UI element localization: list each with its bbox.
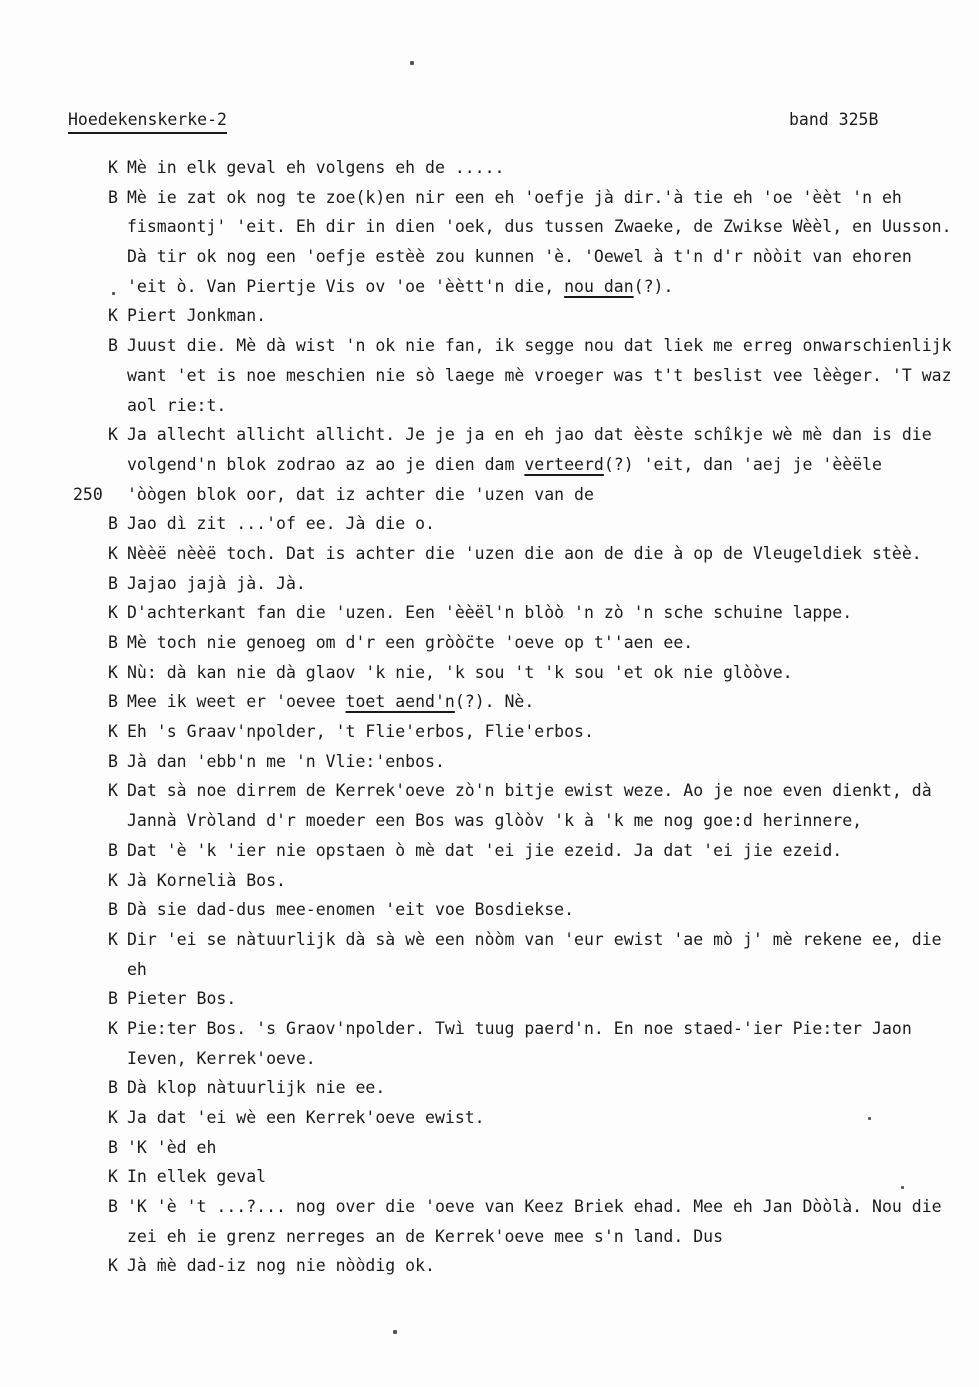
line-text: 'òògen blok oor, dat iz achter die 'uzen van de [127, 484, 594, 504]
line-text: zei eh ie grenz nerreges an de Kerrek'oeve mee s'n land. Dus [127, 1226, 724, 1246]
transcript-line [0, 391, 979, 421]
line-text: Dir 'ei se nàtuurlijk dà sà wè een nòòm van 'eur ewist 'ae mò j' mè rekene ee, die [127, 929, 942, 949]
transcript-line [0, 569, 979, 599]
transcript-line [0, 925, 979, 955]
speaker-letter: K [108, 603, 118, 623]
speaker-letter: K [108, 781, 118, 801]
transcript-line [0, 1073, 979, 1103]
speaker-letter: K [108, 870, 118, 890]
transcript-line [0, 1192, 979, 1222]
scan-speck [393, 1330, 397, 1334]
speaker-letter: K [108, 1108, 118, 1127]
line-text: Dat 'è 'k 'ier nie opstaen ò mè dat 'ei jie ezeid. Ja dat 'ei jie ezeid. [127, 840, 843, 860]
line-text: Jajao jajà jà. Jà. [127, 573, 306, 593]
band-label: band 325B [789, 110, 879, 129]
speaker-letter: K [108, 425, 118, 445]
line-text: Ja dat 'ei wè een Kerrek'oeve ewist. [127, 1108, 485, 1127]
line-text: Jà ṁè dad-iz nog nie nòòdig ok. [127, 1256, 435, 1276]
transcript-line [0, 183, 979, 213]
speaker-letter: B [108, 187, 118, 207]
line-number: 250 [73, 484, 103, 504]
transcript-line [0, 984, 979, 1014]
speaker-letter: B [108, 900, 118, 920]
speaker-letter: B [108, 633, 118, 652]
line-text: Pie:ter Bos. 's Graov'npolder. Twì tuug paerd'n. En noe staed-'ier Pie:ter Jaon [127, 1018, 912, 1038]
scan-speck [868, 1117, 871, 1120]
line-text: fismaontj' 'eit. Eh dir in dien 'oek, dus tussen Zwaeke, de Zwikse Wèèl, en Uusson. [127, 217, 952, 237]
transcript-line [0, 747, 979, 777]
line-text: Dà klop nàtuurlijk nie ee. [127, 1078, 386, 1098]
line-text: Ieven, Kerrek'oeve. [127, 1048, 316, 1068]
speaker-letter: B [108, 692, 118, 712]
speaker-letter: B [108, 989, 118, 1009]
line-text: Mè in elk geval eh volgens eh de ..... [127, 158, 505, 177]
line-text: aol rie:t. [127, 395, 227, 415]
line-text: Mè toch nie genoeg om d'r een gròòc̈te 'oeve op t''aen ee. [127, 633, 694, 652]
line-text: Mè ie zat ok nog te zoe(k)en nir een eh 'oefje jà dir.'à tie eh 'oe 'èèt 'n eh [127, 187, 902, 207]
line-text: eh [127, 959, 147, 979]
line-text: D'achterkant fan die 'uzen. Een 'èèël'n blòò 'n zò 'n sche schuine lappe. [127, 603, 853, 623]
transcript-line [0, 242, 979, 272]
line-text: Dà sie dad-dus mee-enomen 'eit voe Bosdiekse. [127, 900, 575, 920]
speaker-letter: B [108, 573, 118, 593]
transcript-line [0, 866, 979, 896]
transcript-line [0, 1162, 979, 1192]
speaker-letter: B [108, 336, 118, 356]
speaker-letter: K [108, 662, 118, 682]
line-text: Jannà Vròland d'r moeder een Bos was glòòv 'k à 'k me nog goe:d herinnere, [127, 811, 863, 831]
transcript-line [0, 450, 979, 480]
scan-speck [410, 61, 414, 65]
transcript-line [0, 687, 979, 717]
line-text: volgend'n blok zodrao az ao je dien dam verteerd(?) 'eit, dan 'aej je 'èèële [127, 454, 882, 474]
line-text: 'eit ò. Van Piertje Vis ov 'oe 'èètt'n die, nou dan(?). [127, 276, 674, 296]
line-text: Jà Kornelià Bos. [127, 870, 286, 890]
speaker-letter: K [108, 543, 118, 563]
scan-speck [112, 292, 115, 295]
line-text: Nèèë nèèë toch. Dat is achter die 'uzen die aon de die à op de Vleugeldiek stèè. [127, 543, 922, 563]
speaker-letter: B [108, 1197, 118, 1217]
transcript-line [0, 361, 979, 391]
speaker-letter: K [108, 722, 118, 742]
scan-speck [901, 1186, 904, 1189]
speaker-letter: B [108, 840, 118, 860]
line-text: Nù: dà kan nie dà glaov 'k nie, 'k sou 't 'k sou 'et ok nie glòòve. [127, 662, 793, 682]
line-text: Jao dì zit ...'of ee. Jà die o. [127, 514, 435, 534]
transcript-line [0, 1133, 979, 1163]
transcript-line [0, 420, 979, 450]
transcript-line [0, 806, 979, 836]
transcript-line [0, 1044, 979, 1074]
line-text: 'K 'è 't ...?... nog over die 'oeve van Keez Briek ehad. Mee eh Jan Dòòlà. Nou die [127, 1197, 942, 1217]
transcript-line [0, 895, 979, 925]
speaker-letter: K [108, 306, 118, 326]
line-text: Pieter Bos. [127, 989, 237, 1009]
transcript [0, 153, 979, 1281]
transcript-line [0, 955, 979, 985]
transcript-line [0, 628, 979, 658]
line-text: Ja allecht allicht allicht. Je je ja en eh jao dat èèste schîkje wè mè dan is die [127, 425, 932, 445]
document-title: Hoedekenskerke-2 [68, 109, 227, 134]
line-text: Jà dan 'ebb'n me 'n Vlie:'enbos. [127, 751, 445, 771]
line-text: Dat sà noe dirrem de Kerrek'oeve zò'n bitje ewist weze. Ao je noe even dienkt, dà [127, 781, 932, 801]
transcript-line [0, 1222, 979, 1252]
line-text: In ellek geval [127, 1167, 267, 1187]
transcript-line [0, 658, 979, 688]
transcript-line [0, 717, 979, 747]
transcript-line [0, 598, 979, 628]
transcript-line [0, 1251, 979, 1281]
speaker-letter: K [108, 1256, 118, 1276]
speaker-letter: B [108, 1078, 118, 1098]
speaker-letter: B [108, 514, 118, 534]
speaker-letter: K [108, 158, 118, 177]
speaker-letter: B [108, 751, 118, 771]
transcript-line [0, 836, 979, 866]
speaker-letter: K [108, 929, 118, 949]
transcript-line [0, 301, 979, 331]
speaker-letter: K [108, 1167, 118, 1187]
speaker-letter: K [108, 1018, 118, 1038]
line-text: Mee ik weet er 'oevee toet aend'n(?). Nè. [127, 692, 535, 712]
line-text: 'K 'èd eh [127, 1137, 217, 1157]
line-text: Juust die. Mè dà wist 'n ok nie fan, ik segge nou dat liek me erreg onwarschienlijk [127, 336, 952, 356]
transcript-line [0, 212, 979, 242]
transcript-line [0, 1103, 979, 1133]
transcript-line [0, 272, 979, 302]
line-text: Eh 's Graav'npolder, 't Flie'erbos, Flie'erbos. [127, 722, 594, 742]
transcript-line [0, 776, 979, 806]
line-text: want 'et is noe meschien nie sò laege mè vroeger was t't beslist vee lèèger. 'T waz [127, 365, 952, 385]
transcript-line [0, 1014, 979, 1044]
line-text: Dà tir ok nog een 'oefje estèè zou kunnen 'è. 'Oewel à t'n d'r nòòit van ehoren [127, 247, 912, 267]
transcript-line [0, 539, 979, 569]
line-text: Piert Jonkman. [127, 306, 267, 326]
transcript-line [0, 331, 979, 361]
speaker-letter: B [108, 1137, 118, 1157]
transcript-line [0, 509, 979, 539]
transcript-line [0, 153, 979, 183]
transcript-line [0, 480, 979, 510]
